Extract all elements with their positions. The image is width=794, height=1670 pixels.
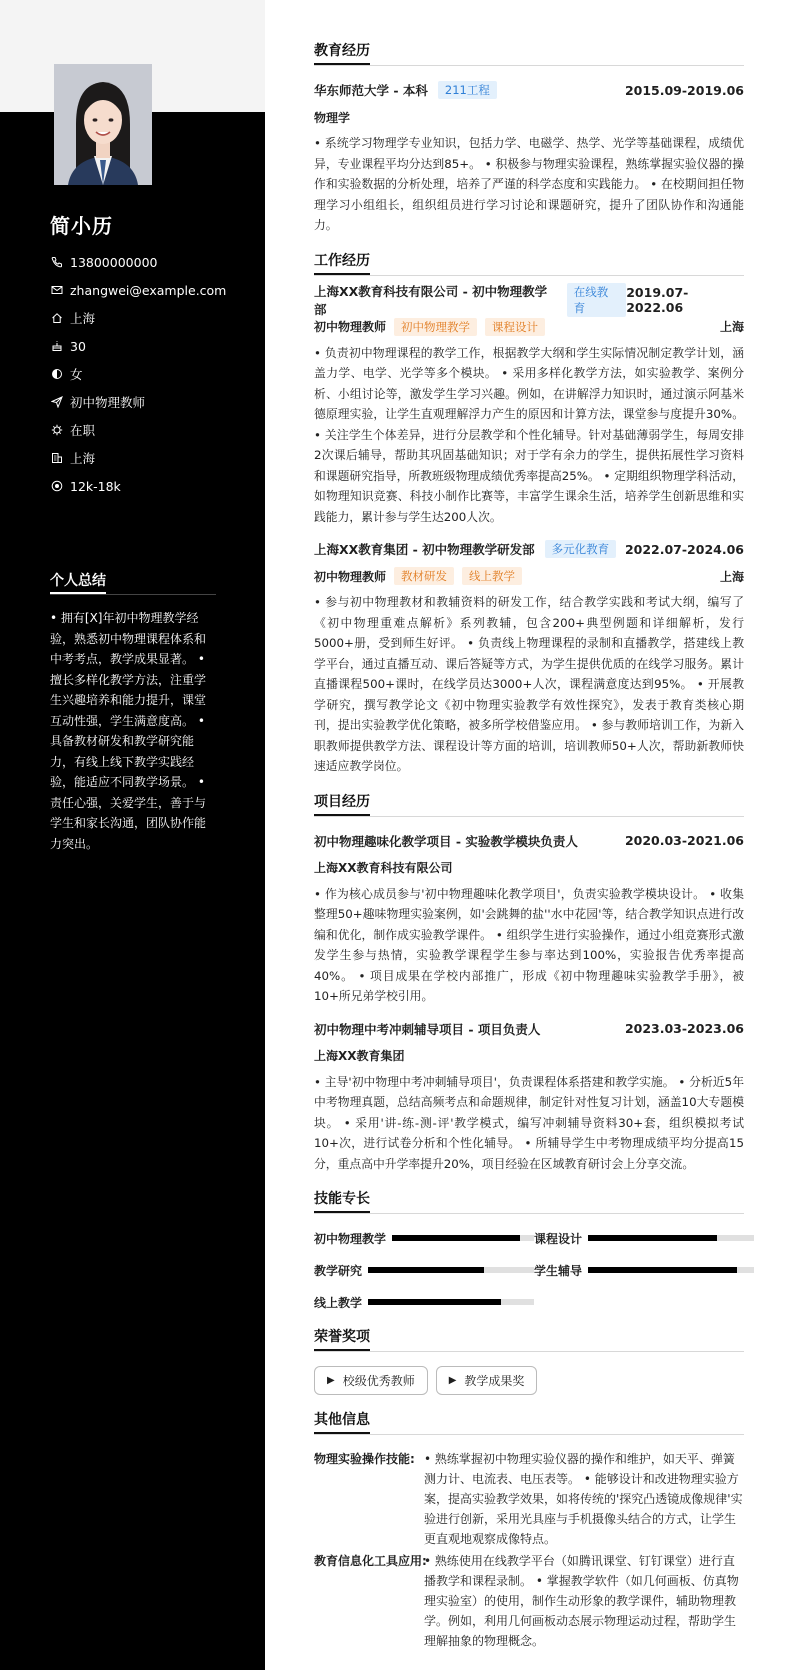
award-badge [436,1366,538,1395]
school-name: 华东师范大学 - 本科 [314,83,428,98]
phone-icon [50,256,63,269]
other-section [314,1409,744,1651]
project-org: 上海XX教育科技有限公司 [314,861,453,875]
school-tag: 211工程 [438,81,497,99]
project-desc: • 主导'初中物理中考冲刺辅导项目'，负责课程体系搭建和教学实施。 • 分析近5年中考物理真题，总结高频考点和命题规律，制定针对性复习计划，涵盖10大专题模块。 • 采用'讲-练-测-评'教学模式，编写冲刺辅导资料30+套，组织模拟考试10+次，进行试卷分析和个性化辅导。 • 所辅导学生中考物理成绩平均分提高15分，重点高中升学率提升20%，项目经验在区域教育研讨会上分享交流。 [314,1074,744,1171]
info-location [50,304,260,332]
gender-value: 女 [70,367,83,382]
company-name: 上海XX教育集团 - 初中物理教学研发部 [314,542,535,557]
skill-item [534,1260,754,1280]
work-city: 上海 [719,569,744,584]
work-entry [314,539,744,777]
company-tag: 在线教育 [567,283,626,317]
job-role: 初中物理教师 [314,320,387,334]
project-org: 上海XX教育集团 [314,1049,405,1063]
phone-value: 13800000000 [70,254,158,270]
home-icon [50,312,63,325]
skill-level-fill [368,1267,484,1273]
awards-list [314,1366,744,1395]
skills-section [314,1188,744,1312]
age-value: 30 [70,338,86,354]
education-section [314,40,744,236]
education-entry [314,80,744,236]
skill-tag: 线上教学 [462,567,522,585]
skill-item [314,1228,534,1248]
contact-info-list [50,248,260,500]
profile-name: 简小历 [50,214,113,238]
work-heading: 工作经历 [314,250,744,276]
other-label: 教育信息化工具应用: [314,1554,427,1568]
work-date: 2022.07-2024.06 [624,541,744,557]
award-label: 校级优秀教师 [342,1374,415,1388]
info-phone [50,248,260,276]
avatar [54,64,152,185]
skill-bar [368,1267,534,1273]
other-item [314,1449,744,1549]
location-value: 上海 [70,311,96,326]
projects-heading: 项目经历 [314,791,744,817]
projects-section [314,791,744,1175]
avatar-photo [54,64,152,185]
mail-icon [50,284,63,297]
skill-item [314,1292,534,1312]
skill-tag: 课程设计 [485,318,545,336]
project-desc: • 作为核心成员参与'初中物理趣味化教学项目'，负责实验教学模块设计。 • 收集整理50+趣味物理实验案例，如'会跳舞的盐''水中花园'等，结合教学知识点进行改编和优化，制作成实验教学课件。 • 组织学生进行实验操作，通过小组竞赛形式激发学生参与热情，实验教学课程学生参与率达到100%，实验报告优秀率提高40%。 • 项目成果在学校内部推广，形成《初中物理趣味实验教学手册》，被10+所兄弟学校引用。 [314,886,744,1003]
work-desc: • 负责初中物理课程的教学工作，根据教学大纲和学生实际情况制定教学计划，涵盖力学、电学、光学等多个模块。 • 采用多样化教学方法，如实验教学、案例分析、小组讨论等，激发学生学习兴趣。例如，在讲解浮力知识时，通过演示阿基米德原理实验，让学生直观理解浮力产生的原因和计算方法，课堂参与度提升30%。 • 关注学生个体差异，进行分层教学和个性化辅导。针对基础薄弱学生，每周安排2次课后辅导，帮助其巩固基础知识；对于学有余力的学生，提供拓展性学习资料和课题研究指导，所教班级物理成绩优秀率提高25%。 • 定期组织物理学科活动，如物理知识竞赛、科技小制作比赛等，丰富学生课余生活，培养学生创新思维和实践能力，累计参与学生达200人次。 [314,345,744,524]
work-city: 上海 [719,320,744,334]
other-text: • 熟练使用在线教学平台（如腾讯课堂、钉钉课堂）进行直播教学和课程录制。 • 掌握教学软件（如几何画板、仿真物理实验室）的使用，制作生动形象的教学课件，辅助物理教学。例如，利用几何画板动态展示物理运动过程，帮助学生理解抽象的物理概念。 [424,1554,739,1648]
company-tag: 多元化教育 [545,540,617,558]
project-name: 初中物理中考冲刺辅导项目 - 项目负责人 [314,1021,541,1037]
award-badge [314,1366,428,1395]
education-desc: • 系统学习物理学专业知识，包括力学、电磁学、热学、光学等基础课程，成绩优异，专业课程平均分达到85+。 • 积极参与物理实验课程，熟练掌握实验仪器的操作和实验数据的分析处理，培养了严谨的科学态度和实践能力。 • 在校期间担任物理学习小组组长，组织组员进行学习讨论和课题研究，提升了团队协作和沟通能力。 [314,136,744,232]
project-name: 初中物理趣味化教学项目 - 实验教学模块负责人 [314,833,578,849]
skill-tag: 初中物理教学 [394,318,477,336]
play-icon: ▶ [327,1375,335,1386]
skill-tag: 教材研发 [394,567,454,585]
info-email [50,276,260,304]
other-label: 物理实验操作技能: [314,1452,415,1466]
work-date: 2019.07-2022.06 [626,284,689,315]
email-value: zhangwei@example.com [70,282,227,298]
info-target-job [50,388,260,416]
cake-icon [50,340,63,353]
work-desc: • 参与初中物理教材和教辅资料的研发工作，结合教学实践和考试大纲，编写了《初中物理重难点解析》系列教辅，包含200+典型例题和详细解析，发行5000+册，受到师生好评。 • 负责线上物理课程的录制和直播教学，搭建线上教学平台，通过直播互动、课后答疑等方式，为学生提供优质的在线学习服务。累计直播课程500+课时，在线学员达3000+人次，课程满意度达到95%。 • 开展教学研究，撰写教学论文《初中物理实验教学有效性探究》，发表于教育类核心期刊，提出实验教学优化策略，被多所学校借鉴应用。 • 参与教师培训工作，为新入职教师提供教学方法、课程设计等方面的培训，培训教师50+人次，帮助新教师快速适应教学岗位。 [314,595,744,773]
skill-bar [588,1267,754,1273]
skill-bar [368,1299,534,1305]
skill-level-fill [392,1235,520,1241]
summary-heading: 个人总结 [50,570,216,595]
skills-heading: 技能专长 [314,1188,744,1214]
skill-item [314,1260,534,1280]
building-icon [50,452,63,465]
status-icon [50,424,63,437]
company-name: 上海XX教育科技有限公司 - 初中物理教学部 [314,283,548,317]
skill-bar [588,1235,754,1241]
skills-grid [314,1228,744,1312]
other-item [314,1551,744,1651]
project-entry [314,1019,744,1175]
target-job-value: 初中物理教师 [70,395,146,410]
skill-bar [392,1235,534,1241]
other-heading: 其他信息 [314,1409,744,1435]
salary-value: 12k-18k [70,478,121,494]
skill-item [534,1228,754,1248]
major-name: 物理学 [314,110,351,125]
skill-name: 线上教学 [314,1295,363,1310]
target-city-value: 上海 [70,451,96,466]
award-label: 教学成果奖 [464,1374,525,1388]
gender-icon [50,368,63,381]
send-icon [50,396,63,409]
skill-level-fill [368,1299,501,1305]
salary-icon [50,480,63,493]
work-section [314,250,744,777]
awards-section [314,1326,744,1395]
project-date: 2023.03-2023.06 [624,1021,744,1036]
skill-name: 课程设计 [534,1231,583,1246]
skill-level-fill [588,1235,717,1241]
info-age [50,332,260,360]
work-entry [314,283,744,528]
skill-name: 教学研究 [314,1263,363,1278]
education-date: 2015.09-2019.06 [624,82,744,98]
play-icon: ▶ [448,1375,457,1386]
info-status [50,416,260,444]
skill-level-fill [588,1267,737,1273]
sidebar [0,0,265,1670]
awards-heading: 荣誉奖项 [314,1326,744,1352]
info-target-city [50,444,260,472]
info-salary [50,472,260,500]
summary-text: • 拥有[X]年初中物理教学经验，熟悉初中物理课程体系和中考考点，教学成果显著。 • 擅长多样化教学方法，注重学生兴趣培养和能力提升，课堂互动性强，学生满意度高。 • 具备教材研发和教学研究能力，有线上线下教学实践经验，能适应不同教学场景。 • 责任心强，关爱学生，善于与学生和家长沟通，团队协作能力突出。 [50,611,207,851]
education-heading: 教育经历 [314,40,744,66]
project-date: 2020.03-2021.06 [624,833,744,848]
info-gender [50,360,260,388]
skill-name: 初中物理教学 [314,1231,387,1246]
skill-name: 学生辅导 [534,1263,583,1278]
other-text: • 熟练掌握初中物理实验仪器的操作和维护，如天平、弹簧测力计、电流表、电压表等。 • 能够设计和改进物理实验方案，提高实验教学效果，如将传统的'探究凸透镜成像规律'实验进行创新，采用光具座与手机摄像头结合的方式，让学生更直观地观察成像特点。 [424,1452,743,1546]
main-content [314,40,744,1665]
status-value: 在职 [70,423,96,438]
job-role: 初中物理教师 [314,569,387,584]
project-entry [314,831,744,1007]
